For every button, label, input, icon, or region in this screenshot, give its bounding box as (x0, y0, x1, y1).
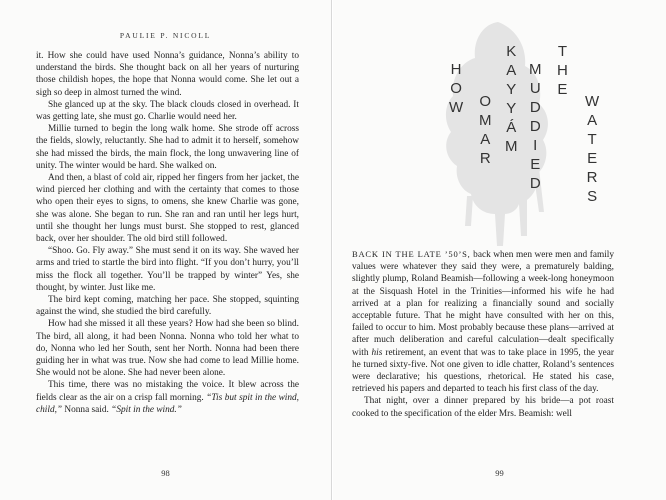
title-word-muddied (529, 60, 542, 193)
paragraph-text: back when men were men and family values were whatever they said they were, a prematurely balding, slightly plump, Roland Beamish—following a week-long honeymoon at the Sisquash Hotel in the Trinities—informed his wife he had arrived at a plan for realizing a financially sound and socially acceptable future. That he might have consulted with her on this, failed to occur to him. Most probably because these plans—arrived at after much deliberation and careful calculation—dealt specifically with (352, 250, 615, 358)
title-letter: U (529, 80, 541, 97)
paragraph: And then, a blast of cold air, ripped her fingers from her jacket, the wind pierced her clothing and with the certainty that comes to those who open their eyes to signs, to omens, she knew Charlie was gone, she was alone. She began to run. She ran and ran until her legs hurt, until she thought her lungs must burst. She stopped to rest, glanced back, over her shoulder. The old bird still followed. (36, 173, 299, 245)
title-letter: H (557, 62, 568, 79)
title-letter: A (587, 112, 598, 129)
page-number: 99 (495, 468, 504, 478)
italic-his: his (371, 347, 383, 358)
paragraph: it. How she could have used Nonna’s guidance, Nonna’s ability to understand the birds. She thought back on all her years of nurturing those childish hopes, the hope that Nonna would come. She let out a sigh so deep in almost turned the wind. (36, 51, 299, 98)
paragraph: Millie turned to begin the long walk home. She strode off across the fields, slowly, reluctantly. She had to admit it to herself, somehow she had missed the birds, the main flock, the long unwavering line of unity. The winter would be hard. She walked on. (36, 124, 299, 171)
paragraph: She glanced up at the sky. The black clouds closed in overhead. It was getting late, she must go. Charlie would need her. (36, 99, 299, 123)
title-letter: T (587, 131, 597, 148)
title-word-the (557, 42, 568, 99)
title-letter: W (585, 93, 600, 110)
right-body-text (352, 248, 614, 420)
title-letter: I (533, 137, 538, 154)
title-letter: M (479, 112, 492, 129)
paragraph: How had she missed it all these years? How had she been so blind. The bird, all along, it had been Nonna. Nonna who told her what to do, Nonna who led her South, sent her North. Nonna had been there guiding her in what was true. Now she had come to lead Millie home. She would not be alone. She had never been alone. (36, 319, 299, 379)
title-letter: W (449, 99, 464, 116)
title-letter: E (587, 150, 598, 167)
title-word-kayyam (505, 42, 518, 156)
title-letter: Y (506, 81, 517, 98)
left-body-text (36, 50, 299, 416)
title-word-waters (585, 92, 599, 206)
opening-paragraph (352, 248, 614, 395)
paragraph: The bird kept coming, matching her pace. She stopped, squinting against the wind, she studied the bird carefully. (36, 295, 299, 318)
title-letter: D (529, 175, 541, 192)
title-letter: M (505, 138, 518, 155)
title-word-omar (479, 92, 492, 168)
title-letter: D (529, 118, 541, 135)
paragraph-text: This time, there was no mistaking the voice. It blew across the fields clear as the air on a crisp fall morning. (36, 380, 299, 403)
title-letter: O (479, 93, 492, 110)
paragraph: That night, over a dinner prepared by his bride—a pot roast cooked to the specification of the elder Mrs. Beamish: well (352, 396, 614, 419)
title-letter: R (479, 150, 491, 167)
running-head: PAULIE P. NICOLL (119, 31, 212, 40)
title-letter: E (530, 156, 541, 173)
title-letter: A (480, 131, 491, 148)
ink-splash-illustration (333, 0, 666, 250)
left-page (0, 0, 332, 500)
title-letter: A (506, 62, 517, 79)
title-letter: H (450, 61, 462, 78)
paragraph: “Shoo. Go. Fly away.” She must send it on its way. She waved her arms and tried to startle the bird into flight. “If you don’t hurry, you’ll miss the flock all together. You’ll be trapped by winter” Yes, she thought, by winter. Just like me. (36, 246, 299, 293)
title-letter: D (529, 99, 541, 116)
title-letter: T (557, 43, 567, 60)
title-letter: Y (506, 100, 517, 117)
right-page (333, 0, 666, 500)
title-word-how (449, 60, 463, 117)
opening-smallcaps: BACK IN THE LATE ’50’S, (352, 249, 471, 259)
title-letter: R (586, 169, 598, 186)
page-number: 98 (161, 468, 170, 478)
title-letter: Á (506, 119, 517, 136)
paragraph-text: retirement, an event that was to take place in 1995, the year he turned sixty-five. Not one given to idle chatter, Roland’s sentences were declarative; his questions, rhetorical. He stated his case, retrieved his papers and departed to teach his first class of the day. (352, 347, 614, 395)
quote-italic: “Tis but spit in the wind, child,” (36, 392, 299, 415)
quote-italic: “Spit in the wind.” (111, 404, 182, 415)
paragraph-text: Nonna said. (62, 404, 112, 415)
title-letter: M (529, 61, 542, 78)
paragraph-last (36, 379, 299, 416)
title-letter: E (557, 81, 568, 98)
title-letter: S (587, 188, 598, 205)
title-letter: K (506, 43, 517, 60)
title-letter: O (450, 80, 462, 97)
